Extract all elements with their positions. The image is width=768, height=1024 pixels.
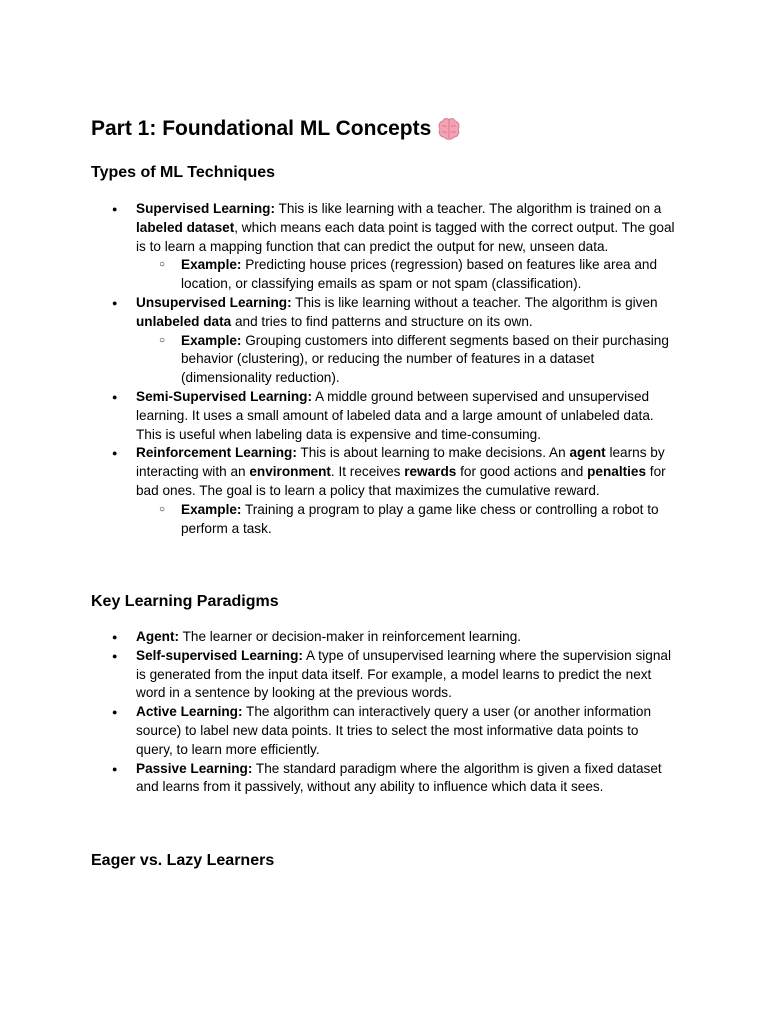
text-segment: A middle ground between supervised and unsupervised learning. It uses a small amount of labeled data and a large amount of unlabeled data. This is useful when labeling data is expensive and time-consuming. — [136, 388, 654, 442]
list-item-agent — [0, 628, 676, 647]
example-item-reinforcement — [136, 501, 678, 539]
example-item-supervised — [136, 256, 678, 294]
page-title-text: Part 1: Foundational ML Concepts — [91, 117, 432, 140]
text-segment: . It receives — [330, 464, 405, 480]
sublist-supervised — [136, 256, 676, 294]
text-segment: , which means each data point is tagged with the correct output. The goal is to learn a mapping function that can predict the output for new, unseen data. — [136, 219, 675, 254]
bold-agent: agent — [569, 445, 606, 461]
term-unsupervised: Unsupervised Learning: — [136, 294, 292, 310]
example-label: Example: — [181, 257, 242, 273]
example-text: Training a program to play a game like chess or controlling a robot to perform a task. — [181, 501, 659, 536]
term-agent: Agent: — [136, 629, 180, 644]
text-segment: The standard paradigm where the algorithm is given a fixed dataset and learns from it passively, without any ability to influence which data it sees. — [136, 760, 662, 795]
section-heading-types: Types of ML Techniques — [91, 164, 276, 181]
example-item-unsupervised — [136, 332, 678, 388]
text-segment: The learner or decision-maker in reinforcement learning. — [179, 629, 522, 644]
text-segment: This is about learning to make decisions. An — [296, 445, 570, 461]
list-item-reinforcement — [0, 444, 676, 538]
list-item-semi-supervised — [0, 388, 676, 444]
bold-labeled-dataset: labeled dataset — [136, 219, 235, 235]
example-text: Grouping customers into different segments based on their purchasing behavior (clustering), or reducing the number of features in a dataset (dimensionality reduction). — [181, 332, 669, 386]
text-segment: and tries to find patterns and structure on its own. — [231, 313, 533, 329]
bold-unlabeled-data: unlabeled data — [136, 313, 232, 329]
term-active-learning: Active Learning: — [136, 704, 243, 720]
section-heading-paradigms: Key Learning Paradigms — [91, 593, 279, 610]
paradigms-list — [0, 628, 676, 797]
term-self-supervised: Self-supervised Learning: — [136, 647, 303, 663]
section-heading-eager-lazy: Eager vs. Lazy Learners — [91, 852, 275, 869]
list-item-supervised — [0, 200, 676, 294]
text-segment: A type of unsupervised learning where the supervision signal is generated from the input data itself. For example, a model learns to predict the next word in a sentence by looking at the previous words. — [136, 647, 671, 701]
ml-techniques-list — [0, 200, 676, 538]
term-supervised: Supervised Learning: — [136, 201, 275, 216]
example-text: Predicting house prices (regression) based on features like area and location, or classifying emails as spam or not spam (classification). — [181, 257, 658, 292]
list-item-unsupervised — [0, 294, 676, 388]
term-reinforcement: Reinforcement Learning: — [136, 445, 297, 461]
page-title — [91, 114, 462, 144]
text-segment: learns by interacting with an — [136, 445, 665, 480]
list-item-self-supervised — [0, 647, 676, 703]
text-segment: for bad ones. The goal is to learn a policy that maximizes the cumulative reward. — [136, 464, 666, 498]
term-semi-supervised: Semi-Supervised Learning: — [136, 388, 313, 404]
sublist-reinforcement — [136, 501, 676, 539]
bold-environment: environment — [249, 464, 331, 480]
text-segment: The algorithm can interactively query a user (or another information source) to label new data points. It tries to select the most informative data points to query, to learn more efficiently. — [136, 704, 652, 757]
sublist-unsupervised — [136, 332, 676, 388]
list-item-passive-learning — [0, 760, 676, 798]
text-segment: This is like learning without a teacher. The algorithm is given — [291, 294, 658, 310]
term-passive-learning: Passive Learning: — [136, 760, 253, 776]
bold-penalties: penalties — [587, 464, 647, 480]
brain-icon — [436, 117, 462, 141]
example-label: Example: — [181, 332, 242, 348]
list-item-active-learning — [0, 703, 676, 759]
text-segment: This is like learning with a teacher. The algorithm is trained on a — [275, 201, 662, 216]
text-segment: for good actions and — [456, 464, 588, 480]
bold-rewards: rewards — [404, 464, 457, 480]
example-label: Example: — [181, 501, 242, 517]
